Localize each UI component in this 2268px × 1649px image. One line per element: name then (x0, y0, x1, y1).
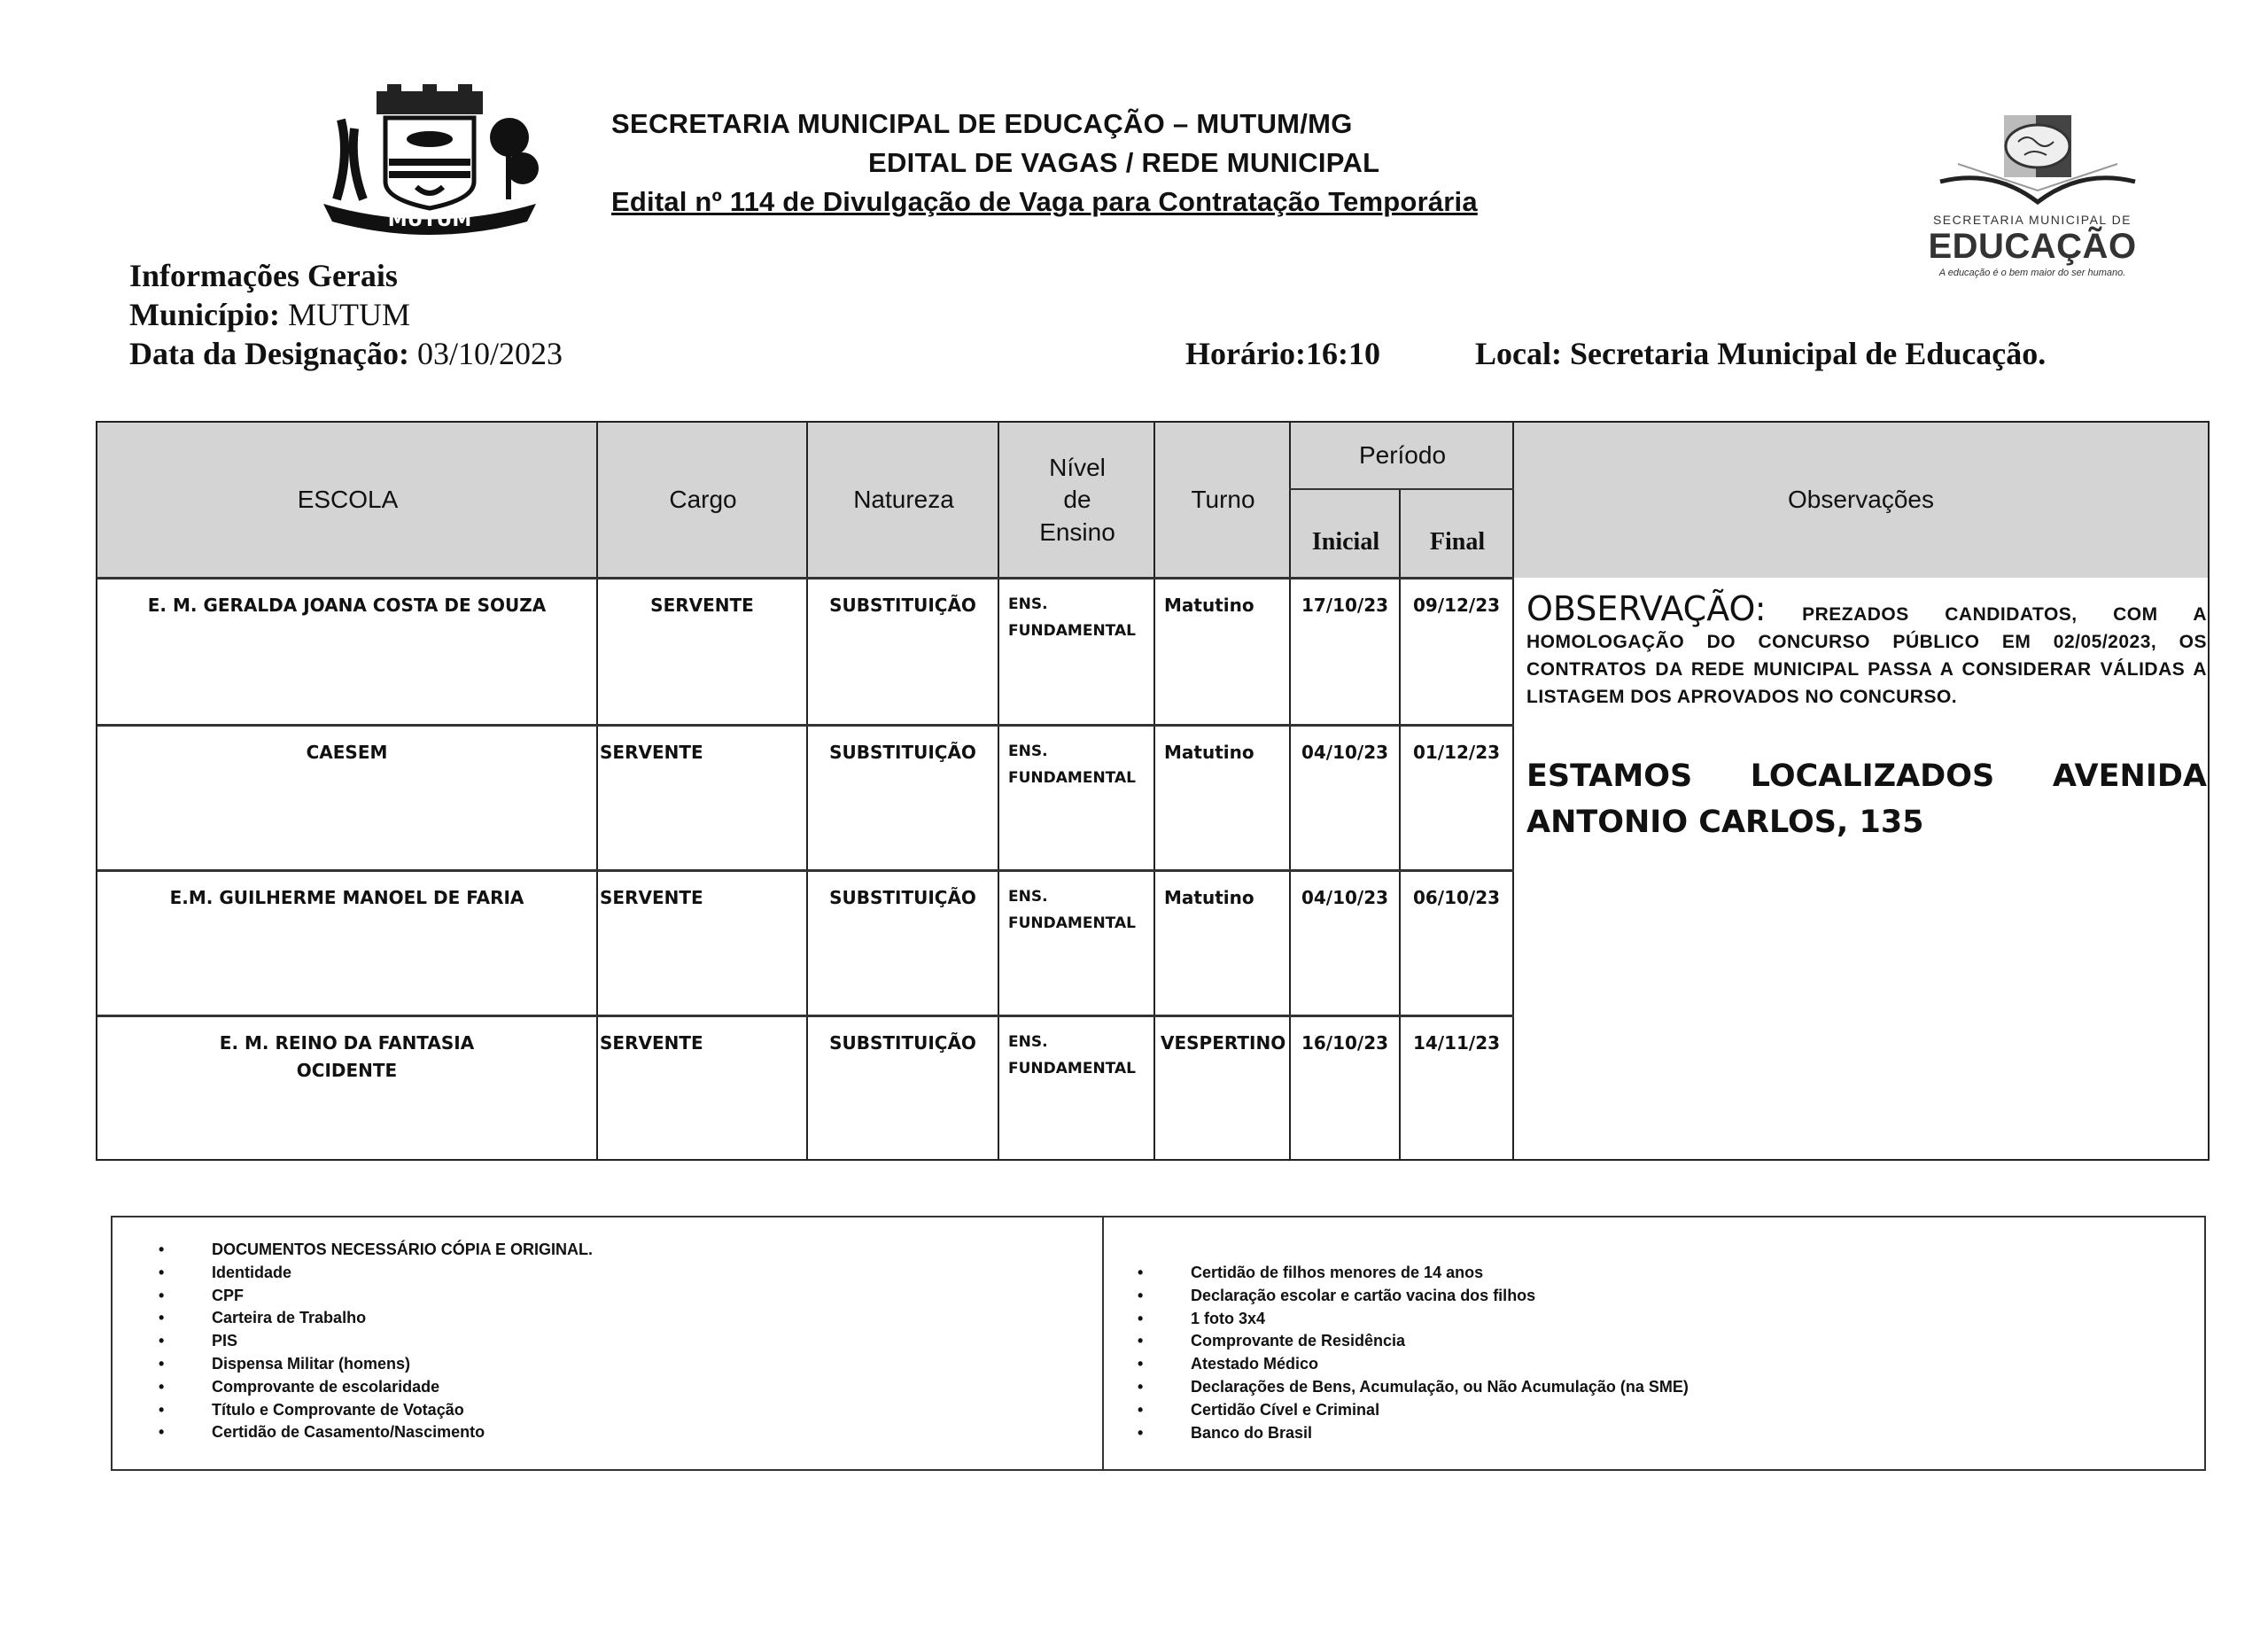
horario-label: Horário: (1185, 336, 1306, 371)
docs-column-divider (1102, 1217, 1104, 1469)
list-item: • Certidão de filhos menores de 14 anos (1138, 1262, 1689, 1285)
list-item: • Título e Comprovante de Votação (159, 1399, 593, 1422)
vacancies-table (96, 421, 2210, 1161)
cell-natureza: SUBSTITUIÇÃO (829, 595, 976, 616)
list-item: • Declarações de Bens, Acumulação, ou Não Acumulação (na SME) (1138, 1376, 1689, 1399)
cell-natureza: SUBSTITUIÇÃO (829, 742, 976, 763)
address-notice (1526, 753, 2207, 845)
cell-cargo: SERVENTE (650, 595, 754, 616)
list-item: • Declaração escolar e cartão vacina dos filhos (1138, 1285, 1689, 1308)
cell-escola-line2: OCIDENTE (296, 1060, 398, 1081)
cell-inicial: 04/10/23 (1301, 742, 1389, 763)
cell-nivel (999, 727, 1153, 792)
cell-inicial: 17/10/23 (1301, 595, 1389, 616)
cell-inicial: 04/10/23 (1301, 887, 1389, 908)
cell-escola: E. M. GERALDA JOANA COSTA DE SOUZA (147, 595, 547, 616)
cell-turno: VESPERTINO (1161, 1032, 1286, 1054)
list-item: • 1 foto 3x4 (1138, 1308, 1689, 1331)
cell-nivel-line2: FUNDAMENTAL (1008, 914, 1136, 932)
address-word: AVENIDA (2052, 758, 2207, 794)
address-word: ESTAMOS (1526, 758, 1693, 794)
cell-nivel-line2: FUNDAMENTAL (1008, 621, 1136, 640)
header-nivel-ensino (999, 423, 1155, 578)
list-item: • Comprovante de Residência (1138, 1330, 1689, 1353)
list-item: • DOCUMENTOS NECESSÁRIO CÓPIA E ORIGINAL. (159, 1239, 593, 1262)
cell-turno: Matutino (1164, 887, 1254, 908)
coat-of-arms-icon (306, 84, 554, 235)
local-field (1475, 335, 2046, 372)
list-item: • Certidão Cível e Criminal (1138, 1399, 1689, 1422)
periodo-divider (1289, 488, 1514, 490)
cell-inicial: 16/10/23 (1301, 1032, 1389, 1054)
local-value: Secretaria Municipal de Educação. (1569, 336, 2047, 371)
edital-heading: Edital nº 114 de Divulgação de Vaga para Contratação Temporária (611, 186, 1478, 217)
observacao-label: OBSERVAÇÃO: (1526, 589, 1767, 628)
cell-escola (97, 1017, 596, 1085)
list-item: • CPF (159, 1285, 593, 1308)
address-word: LOCALIZADOS (1750, 758, 1995, 794)
brain-book-icon (1905, 106, 2153, 213)
address-line1 (1526, 753, 2207, 799)
header-title: SECRETARIA MUNICIPAL DE EDUCAÇÃO – MUTUM/MG (611, 108, 1353, 139)
observacao-notice (1526, 589, 2207, 711)
documents-list-left (159, 1239, 593, 1444)
list-item: • Carteira de Trabalho (159, 1307, 593, 1330)
info-section-title: Informações Gerais (129, 258, 398, 293)
header-observacoes: Observações (1514, 423, 2208, 578)
list-item: • Certidão de Casamento/Nascimento (159, 1421, 593, 1444)
header-cargo: Cargo (598, 423, 808, 578)
header-periodo: Período (1291, 423, 1514, 489)
cell-final: 01/12/23 (1412, 742, 1501, 763)
cell-cargo: SERVENTE (600, 742, 703, 763)
required-documents-box (111, 1216, 2206, 1471)
header-inicial: Inicial (1291, 489, 1401, 578)
cell-cargo: SERVENTE (600, 1032, 703, 1054)
header-turno: Turno (1155, 423, 1291, 578)
list-item: • Atestado Médico (1138, 1353, 1689, 1376)
cell-nivel-line1: ENS. (1008, 743, 1048, 760)
list-item: • Banco do Brasil (1138, 1422, 1689, 1445)
cell-nivel (999, 579, 1153, 645)
cell-nivel-line1: ENS. (1008, 1033, 1048, 1051)
column-divider (1512, 423, 1514, 1159)
municipio-value: MUTUM (288, 297, 411, 332)
list-item: • Dispensa Militar (homens) (159, 1353, 593, 1376)
cell-turno: Matutino (1164, 742, 1254, 763)
observacao-text: PREZADOS CANDIDATOS, COM A HOMOLOGAÇÃO DO CONCURSO PÚBLICO EM 02/05/2023, OS CONTRATOS DA REDE MUNICIPAL PASSA A CONSIDERAR VÁLIDAS A LISTAGEM DOS APROVADOS NO CONCURSO. (1526, 604, 2207, 707)
cell-turno: Matutino (1164, 595, 1254, 616)
cell-final: 06/10/23 (1412, 887, 1501, 908)
cell-escola: CAESEM (306, 742, 388, 763)
header-escola: ESCOLA (97, 423, 598, 578)
sme-logo-top-text: SECRETARIA MUNICIPAL DE (1932, 213, 2132, 227)
sme-logo-tagline: A educação é o bem maior do ser humano. (1938, 268, 2126, 278)
list-item: • PIS (159, 1330, 593, 1353)
svg-text:MUTUM: MUTUM (387, 209, 472, 231)
data-designacao-label: Data da Designação: (129, 336, 409, 371)
address-line2: ANTONIO CARLOS, 135 (1526, 805, 1924, 840)
data-designacao-field (129, 335, 563, 372)
header-nivel-line2: de (1063, 486, 1091, 514)
sme-logo-big-text: EDUCAÇÃO (1928, 227, 2137, 266)
documents-list-right (1138, 1262, 1689, 1444)
cell-final: 14/11/23 (1412, 1032, 1501, 1054)
horario-value: 16:10 (1305, 336, 1380, 371)
cell-nivel-line2: FUNDAMENTAL (1008, 768, 1136, 787)
municipio-field (129, 296, 410, 333)
header-nivel-line3: Ensino (1039, 517, 1115, 546)
sme-education-logo (1905, 106, 2153, 292)
cell-nivel-line2: FUNDAMENTAL (1008, 1059, 1136, 1077)
municipio-label: Município: (129, 297, 281, 332)
cell-nivel-line1: ENS. (1008, 888, 1048, 906)
list-item: • Identidade (159, 1262, 593, 1285)
local-label: Local: (1475, 336, 1562, 371)
observacoes-cell (1516, 578, 2210, 1159)
header-nivel-line1: Nível (1049, 453, 1106, 481)
cell-natureza: SUBSTITUIÇÃO (829, 887, 976, 908)
column-divider (1153, 423, 1155, 1159)
cell-escola: E.M. GUILHERME MANOEL DE FARIA (169, 887, 524, 908)
cell-nivel (999, 1017, 1153, 1083)
cell-nivel (999, 872, 1153, 937)
cell-natureza: SUBSTITUIÇÃO (829, 1032, 976, 1054)
data-designacao-value: 03/10/2023 (416, 336, 563, 371)
header-final: Final (1401, 489, 1514, 578)
municipal-crest-logo (306, 84, 554, 235)
header-subtitle: EDITAL DE VAGAS / REDE MUNICIPAL (868, 147, 1380, 178)
cell-nivel-line1: ENS. (1008, 595, 1048, 613)
cell-escola-line1: E. M. REINO DA FANTASIA (219, 1032, 475, 1054)
list-item: • Comprovante de escolaridade (159, 1376, 593, 1399)
header-natureza: Natureza (808, 423, 999, 578)
horario-field (1185, 335, 1380, 372)
cell-cargo: SERVENTE (600, 887, 703, 908)
cell-final: 09/12/23 (1412, 595, 1501, 616)
